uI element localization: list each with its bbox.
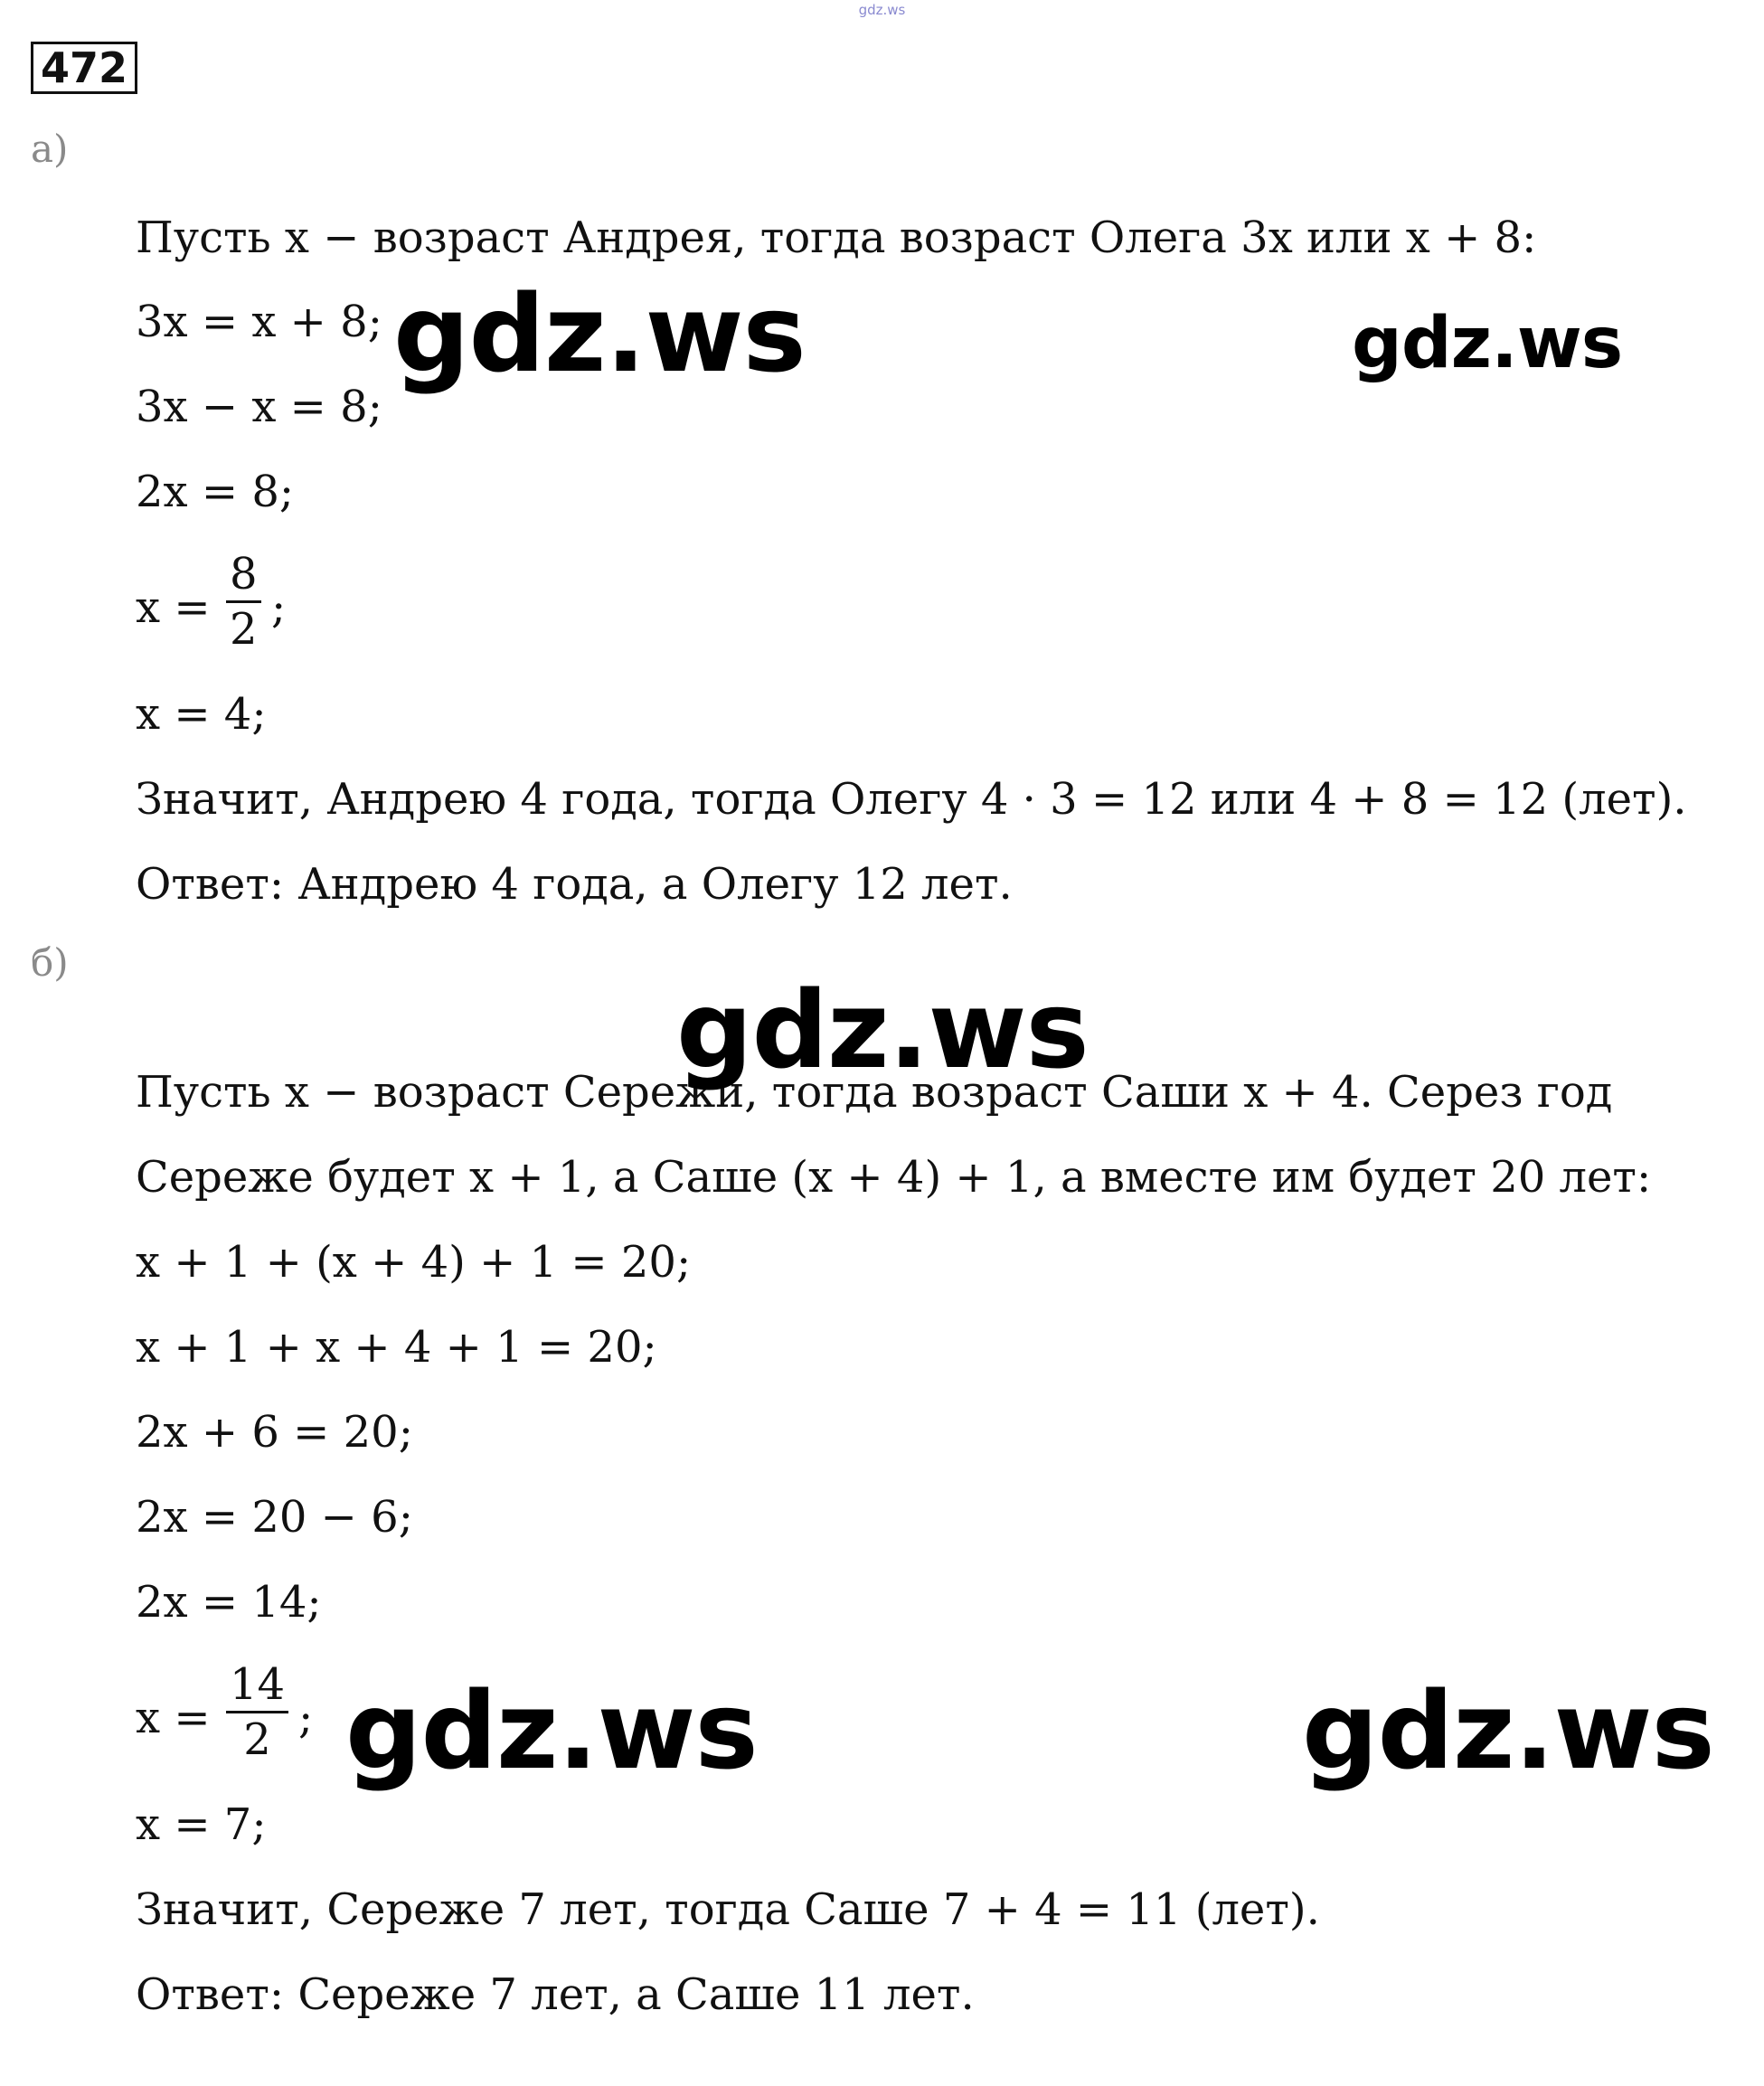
- part-a-eq4-lhs: x =: [136, 582, 211, 633]
- part-a-eq3: 2x = 8;: [136, 467, 295, 517]
- part-a-eq5: x = 4;: [136, 689, 267, 740]
- watermark-3: gdz.ws: [676, 967, 1089, 1092]
- part-b-eq1: x + 1 + (x + 4) + 1 = 20;: [136, 1237, 692, 1288]
- part-b-eq2: x + 1 + x + 4 + 1 = 20;: [136, 1322, 657, 1373]
- part-b-intro-line2: Сереже будет x + 1, а Саше (x + 4) + 1, а вместе им будет 20 лет:: [136, 1152, 1652, 1203]
- part-b-label: б): [31, 940, 69, 985]
- part-a-eq1: 3x = x + 8;: [136, 297, 382, 347]
- part-a-answer: Ответ: Андрею 4 года, а Олегу 12 лет.: [136, 859, 1013, 910]
- part-b-eq3: 2x + 6 = 20;: [136, 1407, 413, 1458]
- part-b-eq6-numerator: 14: [226, 1658, 288, 1713]
- part-a-eq4-fraction: [226, 548, 261, 656]
- problem-number: 472: [31, 42, 137, 94]
- part-b-intro-line1: Пусть x − возраст Сережи, тогда возраст Саши x + 4. Серез год: [136, 1067, 1613, 1118]
- watermark-1: gdz.ws: [393, 271, 806, 396]
- part-b-eq7: x = 7;: [136, 1799, 267, 1850]
- watermark-5: gdz.ws: [1302, 1668, 1714, 1793]
- part-a-eq4-denominator: 2: [230, 604, 258, 655]
- part-b-eq6-denominator: 2: [243, 1714, 271, 1765]
- part-a-label: а): [31, 127, 69, 171]
- watermark-2: gdz.ws: [1352, 303, 1623, 384]
- part-b-eq6-lhs: x =: [136, 1693, 211, 1743]
- part-b-eq6-fraction: [226, 1658, 288, 1766]
- watermark-4: gdz.ws: [345, 1668, 758, 1793]
- part-a-eq4-tail: ;: [271, 582, 287, 633]
- part-b-conclusion: Значит, Сереже 7 лет, тогда Саше 7 + 4 = 11 (лет).: [136, 1884, 1320, 1935]
- part-b-answer: Ответ: Сереже 7 лет, а Саше 11 лет.: [136, 1969, 975, 2020]
- part-b-eq5: 2x = 14;: [136, 1577, 322, 1628]
- part-b-eq6-tail: ;: [298, 1693, 314, 1743]
- part-b-eq4: 2x = 20 − 6;: [136, 1492, 413, 1543]
- part-a-intro: Пусть x − возраст Андрея, тогда возраст Олега 3x или x + 8:: [136, 212, 1537, 263]
- part-a-eq4-numerator: 8: [226, 548, 261, 603]
- part-a-eq2: 3x − x = 8;: [136, 382, 382, 432]
- part-a-conclusion: Значит, Андрею 4 года, тогда Олегу 4 · 3 = 12 или 4 + 8 = 12 (лет).: [136, 774, 1687, 825]
- top-watermark: gdz.ws: [858, 2, 906, 18]
